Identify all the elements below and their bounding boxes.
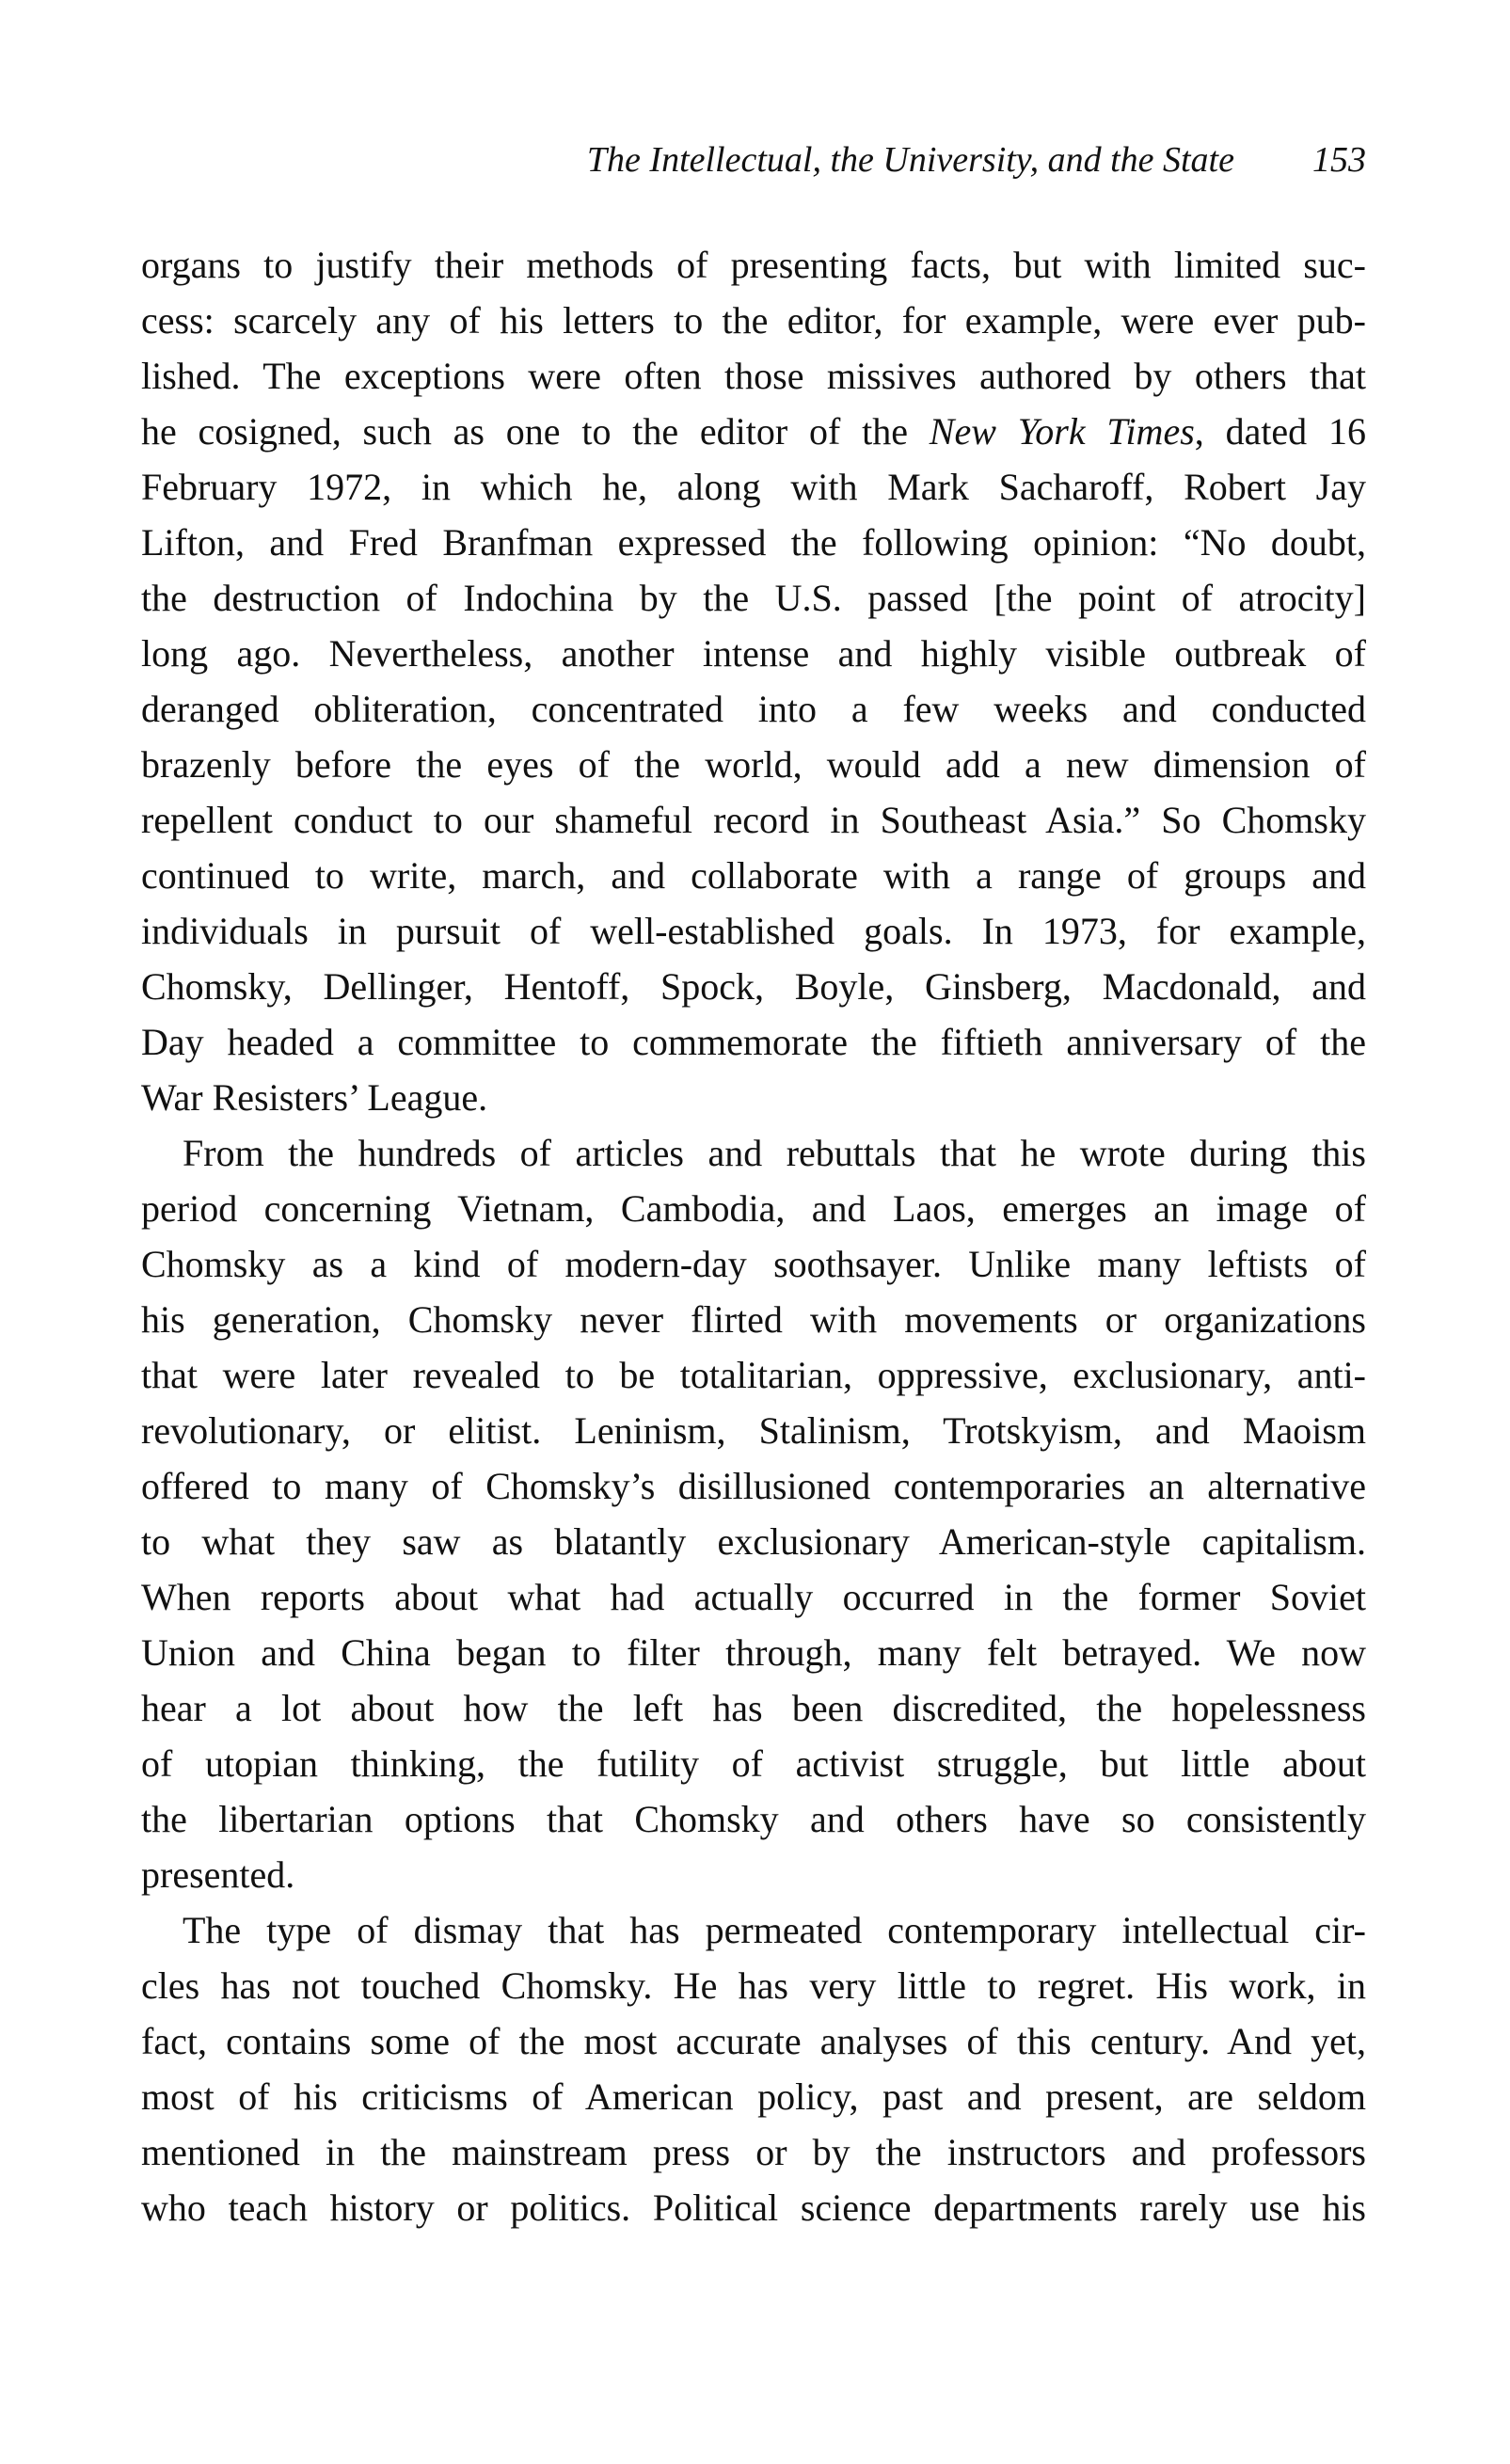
text-line: brazenly before the eyes of the world, would add a new dimension of (141, 743, 1366, 786)
text-line: repellent conduct to our shameful record in Southeast Asia.” So Chomsky (141, 799, 1366, 841)
text-line: Day headed a committee to commemorate the fiftieth anniversary of the (141, 1021, 1366, 1063)
text-line: the destruction of Indochina by the U.S. passed [the point of atrocity] (141, 577, 1366, 619)
text-line: the libertarian options that Chomsky and others have so consistently (141, 1798, 1366, 1840)
text-line: War Resisters’ League. (141, 1076, 488, 1119)
text-line: mentioned in the mainstream press or by the instructors and professors (141, 2131, 1366, 2173)
text-line: cess: scarcely any of his letters to the editor, for example, were ever pub- (141, 299, 1366, 342)
paragraph (141, 1902, 1366, 2235)
paragraph (141, 1125, 1366, 1902)
text-line: The type of dismay that has permeated contemporary intellectual cir- (183, 1909, 1366, 1951)
paragraph (141, 237, 1366, 1125)
page-number: 153 (1312, 140, 1366, 180)
text-line: February 1972, in which he, along with Mark Sacharoff, Robert Jay (141, 466, 1366, 508)
text-line: Lifton, and Fred Branfman expressed the following opinion: “No doubt, (141, 521, 1366, 564)
text-line: period concerning Vietnam, Cambodia, and Laos, emerges an image of (141, 1187, 1366, 1230)
text-segment: , dated 16 (1194, 410, 1366, 453)
text-line: of utopian thinking, the futility of activist struggle, but little about (141, 1742, 1366, 1785)
text-line: organs to justify their methods of presenting facts, but with limited suc- (141, 244, 1366, 286)
text-line: When reports about what had actually occurred in the former Soviet (141, 1576, 1366, 1618)
text-line: Chomsky as a kind of modern-day soothsayer. Unlike many leftists of (141, 1243, 1366, 1285)
text-line: his generation, Chomsky never flirted with movements or organizations (141, 1298, 1366, 1341)
text-line: hear a lot about how the left has been discredited, the hopelessness (141, 1687, 1366, 1729)
text-line: Union and China began to filter through, many felt betrayed. We now (141, 1631, 1366, 1674)
text-line: From the hundreds of articles and rebuttals that he wrote during this (183, 1132, 1366, 1174)
text-line (141, 404, 1366, 459)
text-line: Chomsky, Dellinger, Hentoff, Spock, Boyle, Ginsberg, Macdonald, and (141, 965, 1366, 1008)
italic-title: New York Times (929, 410, 1195, 453)
text-line: continued to write, march, and collaborate with a range of groups and (141, 854, 1366, 897)
text-line: revolutionary, or elitist. Leninism, Stalinism, Trotskyism, and Maoism (141, 1409, 1366, 1452)
text-line: long ago. Nevertheless, another intense and highly visible outbreak of (141, 632, 1366, 675)
text-line: fact, contains some of the most accurate analyses of this century. And yet, (141, 2020, 1366, 2062)
text-line: individuals in pursuit of well-established goals. In 1973, for example, (141, 910, 1366, 952)
running-title: The Intellectual, the University, and the State (586, 140, 1234, 180)
text-line: deranged obliteration, concentrated into a few weeks and conducted (141, 688, 1366, 730)
text-line: lished. The exceptions were often those missives authored by others that (141, 355, 1366, 397)
text-line: offered to many of Chomsky’s disillusioned contemporaries an alternative (141, 1465, 1366, 1507)
text-line: presented. (141, 1853, 295, 1896)
text-line: who teach history or politics. Political science departments rarely use his (141, 2186, 1366, 2229)
text-segment: he cosigned, such as one to the editor of the (141, 410, 930, 453)
text-line: most of his criticisms of American policy, past and present, are seldom (141, 2075, 1366, 2118)
running-head (141, 132, 1366, 188)
text-line: that were later revealed to be totalitarian, oppressive, exclusionary, anti- (141, 1354, 1366, 1396)
text-line: cles has not touched Chomsky. He has very little to regret. His work, in (141, 1964, 1366, 2007)
text-line: to what they saw as blatantly exclusionary American-style capitalism. (141, 1520, 1366, 1563)
body-text (141, 237, 1366, 2235)
